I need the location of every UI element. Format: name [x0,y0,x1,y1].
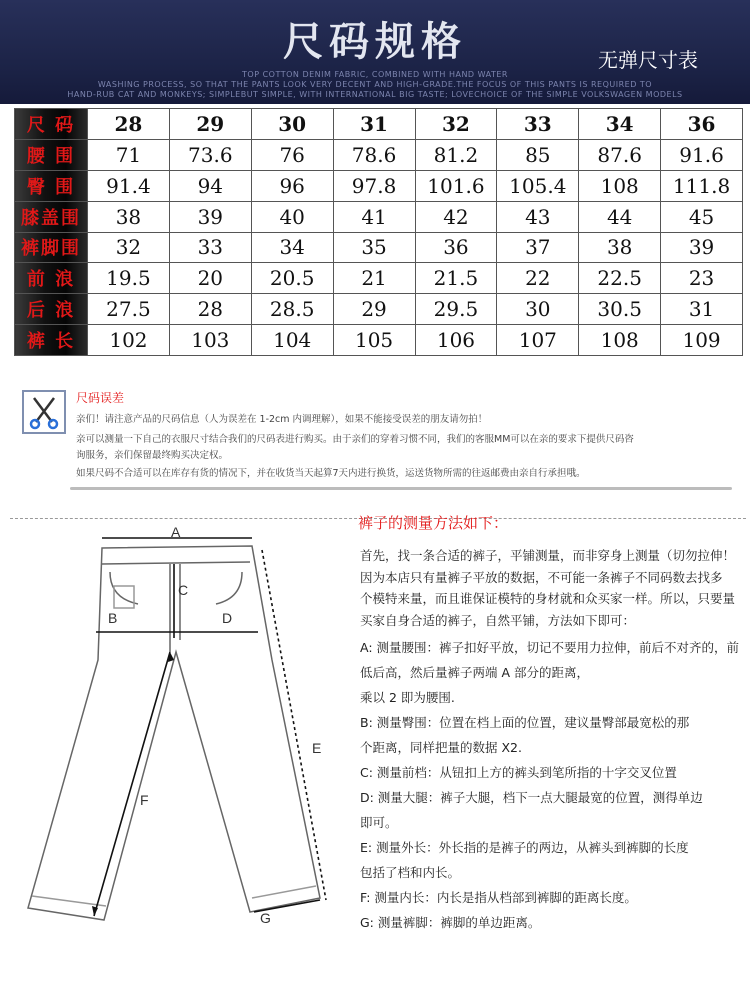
table-cell: 97.8 [333,170,415,201]
label-b: B [108,610,118,626]
table-row [15,170,743,201]
size-header-row [15,109,743,140]
table-cell: 76 [251,139,333,170]
label-e: E [312,740,322,756]
table-cell: 39 [661,232,743,263]
table-cell: 104 [251,325,333,356]
instruction-item: D: 测量大腿：裤子大腿，档下一点大腿最宽的位置，测得单边 [360,790,703,805]
table-cell: 108 [579,325,661,356]
label-g: G [260,910,271,926]
table-cell: 32 [88,232,170,263]
instruction-item: E: 测量外长：外长指的是裤子的两边，从裤头到裤脚的长度 [360,840,689,855]
table-cell: 38 [88,201,170,232]
instruction-item: 乘以 2 即为腰围. [360,690,455,705]
instruction-item: 包括了档和内长。 [360,865,461,880]
size-cell: 29 [169,109,251,140]
table-cell: 107 [497,325,579,356]
size-cell: 36 [661,109,743,140]
instruction-item: 个距离，同样把量的数据 X2. [360,740,522,755]
table-cell: 96 [251,170,333,201]
table-cell: 28 [169,294,251,325]
table-cell: 42 [415,201,497,232]
english-text-line: TOP COTTON DENIM FABRIC, COMBINED WITH HAND WATER [242,70,508,79]
table-cell: 29.5 [415,294,497,325]
table-cell: 23 [661,263,743,294]
table-cell: 40 [251,201,333,232]
label-f: F [140,792,149,808]
size-error-title: 尺码误差 [76,391,125,405]
notice-line: 询服务，亲们保留最终购买决定权。 [76,450,229,461]
english-text-line: HAND-RUB CAT AND MONKEYS; SIMPLEBUT SIMPLE, WITH INTERNATIONAL BIG TASTE; LOVECHOICE OF THE SIMPLE VOLKSWAGEN MODELS [67,90,683,99]
instruction-line: 首先，找一条合适的裤子，平铺测量，而非穿身上测量（切勿拉伸！ [360,548,736,563]
size-cell: 34 [579,109,661,140]
table-cell: 33 [169,232,251,263]
instruction-line: 个模特来量，而且谁保证模特的身材就和众买家一样。所以，只要量 [360,591,736,606]
table-row [15,139,743,170]
table-cell: 102 [88,325,170,356]
notice-line: 亲们！请注意产品的尺码信息（人为误差在 1-2cm 内调理解），如果不能接受误差的朋友请勿拍！ [76,414,488,425]
table-cell: 45 [661,201,743,232]
table-cell: 22.5 [579,263,661,294]
table-cell: 30.5 [579,294,661,325]
instruction-item: A: 测量腰围：裤子扣好平放，切记不要用力拉伸，前后不对齐的，前 [360,640,740,655]
table-cell: 29 [333,294,415,325]
row-label: 膝盖围 [15,201,88,232]
label-d: D [222,610,233,626]
table-cell: 22 [497,263,579,294]
table-cell: 105 [333,325,415,356]
instruction-item: 低后高，然后量裤子两端 A 部分的距离， [360,665,589,680]
scissors-icon [22,390,66,434]
table-cell: 27.5 [88,294,170,325]
table-row [15,294,743,325]
table-cell: 44 [579,201,661,232]
pants-measurement-diagram [10,520,346,940]
size-cell: 30 [251,109,333,140]
label-a: A [171,524,181,540]
row-label: 前 浪 [15,263,88,294]
table-cell: 20 [169,263,251,294]
table-cell: 87.6 [579,139,661,170]
subtitle: 无弹尺寸表 [598,48,698,72]
measure-line-f [94,652,170,916]
size-chart-table [14,108,743,356]
table-cell: 21.5 [415,263,497,294]
table-cell: 31 [661,294,743,325]
english-text-line: WASHING PROCESS, SO THAT THE PANTS LOOK VERY DECENT AND HIGH-GRADE.THE FOCUS OF THIS PANTS IS REQUIRED TO [97,80,653,89]
instruction-line: 因为本店只有量裤子平放的数据，不可能一条裤子不同码数去找多 [360,569,723,585]
table-cell: 37 [497,232,579,263]
table-row [15,325,743,356]
header-banner [0,0,750,104]
table-cell: 106 [415,325,497,356]
instruction-item: 即可。 [360,815,398,830]
notice-line: 如果尺码不合适可以在库存有货的情况下，并在收货当天起算7天内进行换货，运送货物所需的往返邮费由亲自行承担哦。 [76,468,586,479]
instructions-title: 裤子的测量方法如下： [358,514,509,532]
measure-line-e [262,550,326,900]
size-cell: 28 [88,109,170,140]
table-cell: 35 [333,232,415,263]
page-title: 尺码规格 [283,18,467,65]
table-cell: 91.4 [88,170,170,201]
notice-line: 亲可以测量一下自己的衣服尺寸结合我们的尺码表进行购买。由于亲们的穿着习惯不同，我们的客服MM可以在亲的要求下提供尺码咨 [76,434,634,445]
table-cell: 78.6 [333,139,415,170]
table-cell: 20.5 [251,263,333,294]
row-label: 尺 码 [15,109,88,140]
table-cell: 94 [169,170,251,201]
row-label: 裤 长 [15,325,88,356]
row-label: 臀 围 [15,170,88,201]
table-cell: 34 [251,232,333,263]
table-cell: 81.2 [415,139,497,170]
table-cell: 108 [579,170,661,201]
table-cell: 43 [497,201,579,232]
table-cell: 101.6 [415,170,497,201]
table-cell: 41 [333,201,415,232]
row-label: 腰 围 [15,139,88,170]
table-cell: 28.5 [251,294,333,325]
table-row [15,201,743,232]
measurement-instructions [356,510,746,935]
instruction-line: 买家自身合适的裤子，自然平铺，方法如下即可： [360,612,636,628]
instruction-item: F: 测量内长：内长是指从档部到裤脚的距离长度。 [360,890,637,905]
divider [70,487,732,490]
row-label: 裤脚围 [15,232,88,263]
table-cell: 38 [579,232,661,263]
table-cell: 39 [169,201,251,232]
table-cell: 36 [415,232,497,263]
size-cell: 32 [415,109,497,140]
size-cell: 31 [333,109,415,140]
row-label: 后 浪 [15,294,88,325]
table-row [15,232,743,263]
table-cell: 71 [88,139,170,170]
instruction-item: B: 测量臀围：位置在档上面的位置，建议量臀部最宽松的那 [360,715,690,730]
table-cell: 103 [169,325,251,356]
table-row [15,263,743,294]
label-c: C [178,582,189,598]
table-cell: 91.6 [661,139,743,170]
size-cell: 33 [497,109,579,140]
size-error-notice [22,385,732,493]
instruction-item: C: 测量前档：从钮扣上方的裤头到笔所指的十字交叉位置 [360,765,677,780]
table-cell: 111.8 [661,170,743,201]
table-cell: 105.4 [497,170,579,201]
instruction-item: G: 测量裤脚：裤脚的单边距离。 [360,915,541,930]
table-cell: 19.5 [88,263,170,294]
table-cell: 109 [661,325,743,356]
table-cell: 21 [333,263,415,294]
table-cell: 73.6 [169,139,251,170]
table-cell: 85 [497,139,579,170]
table-cell: 30 [497,294,579,325]
